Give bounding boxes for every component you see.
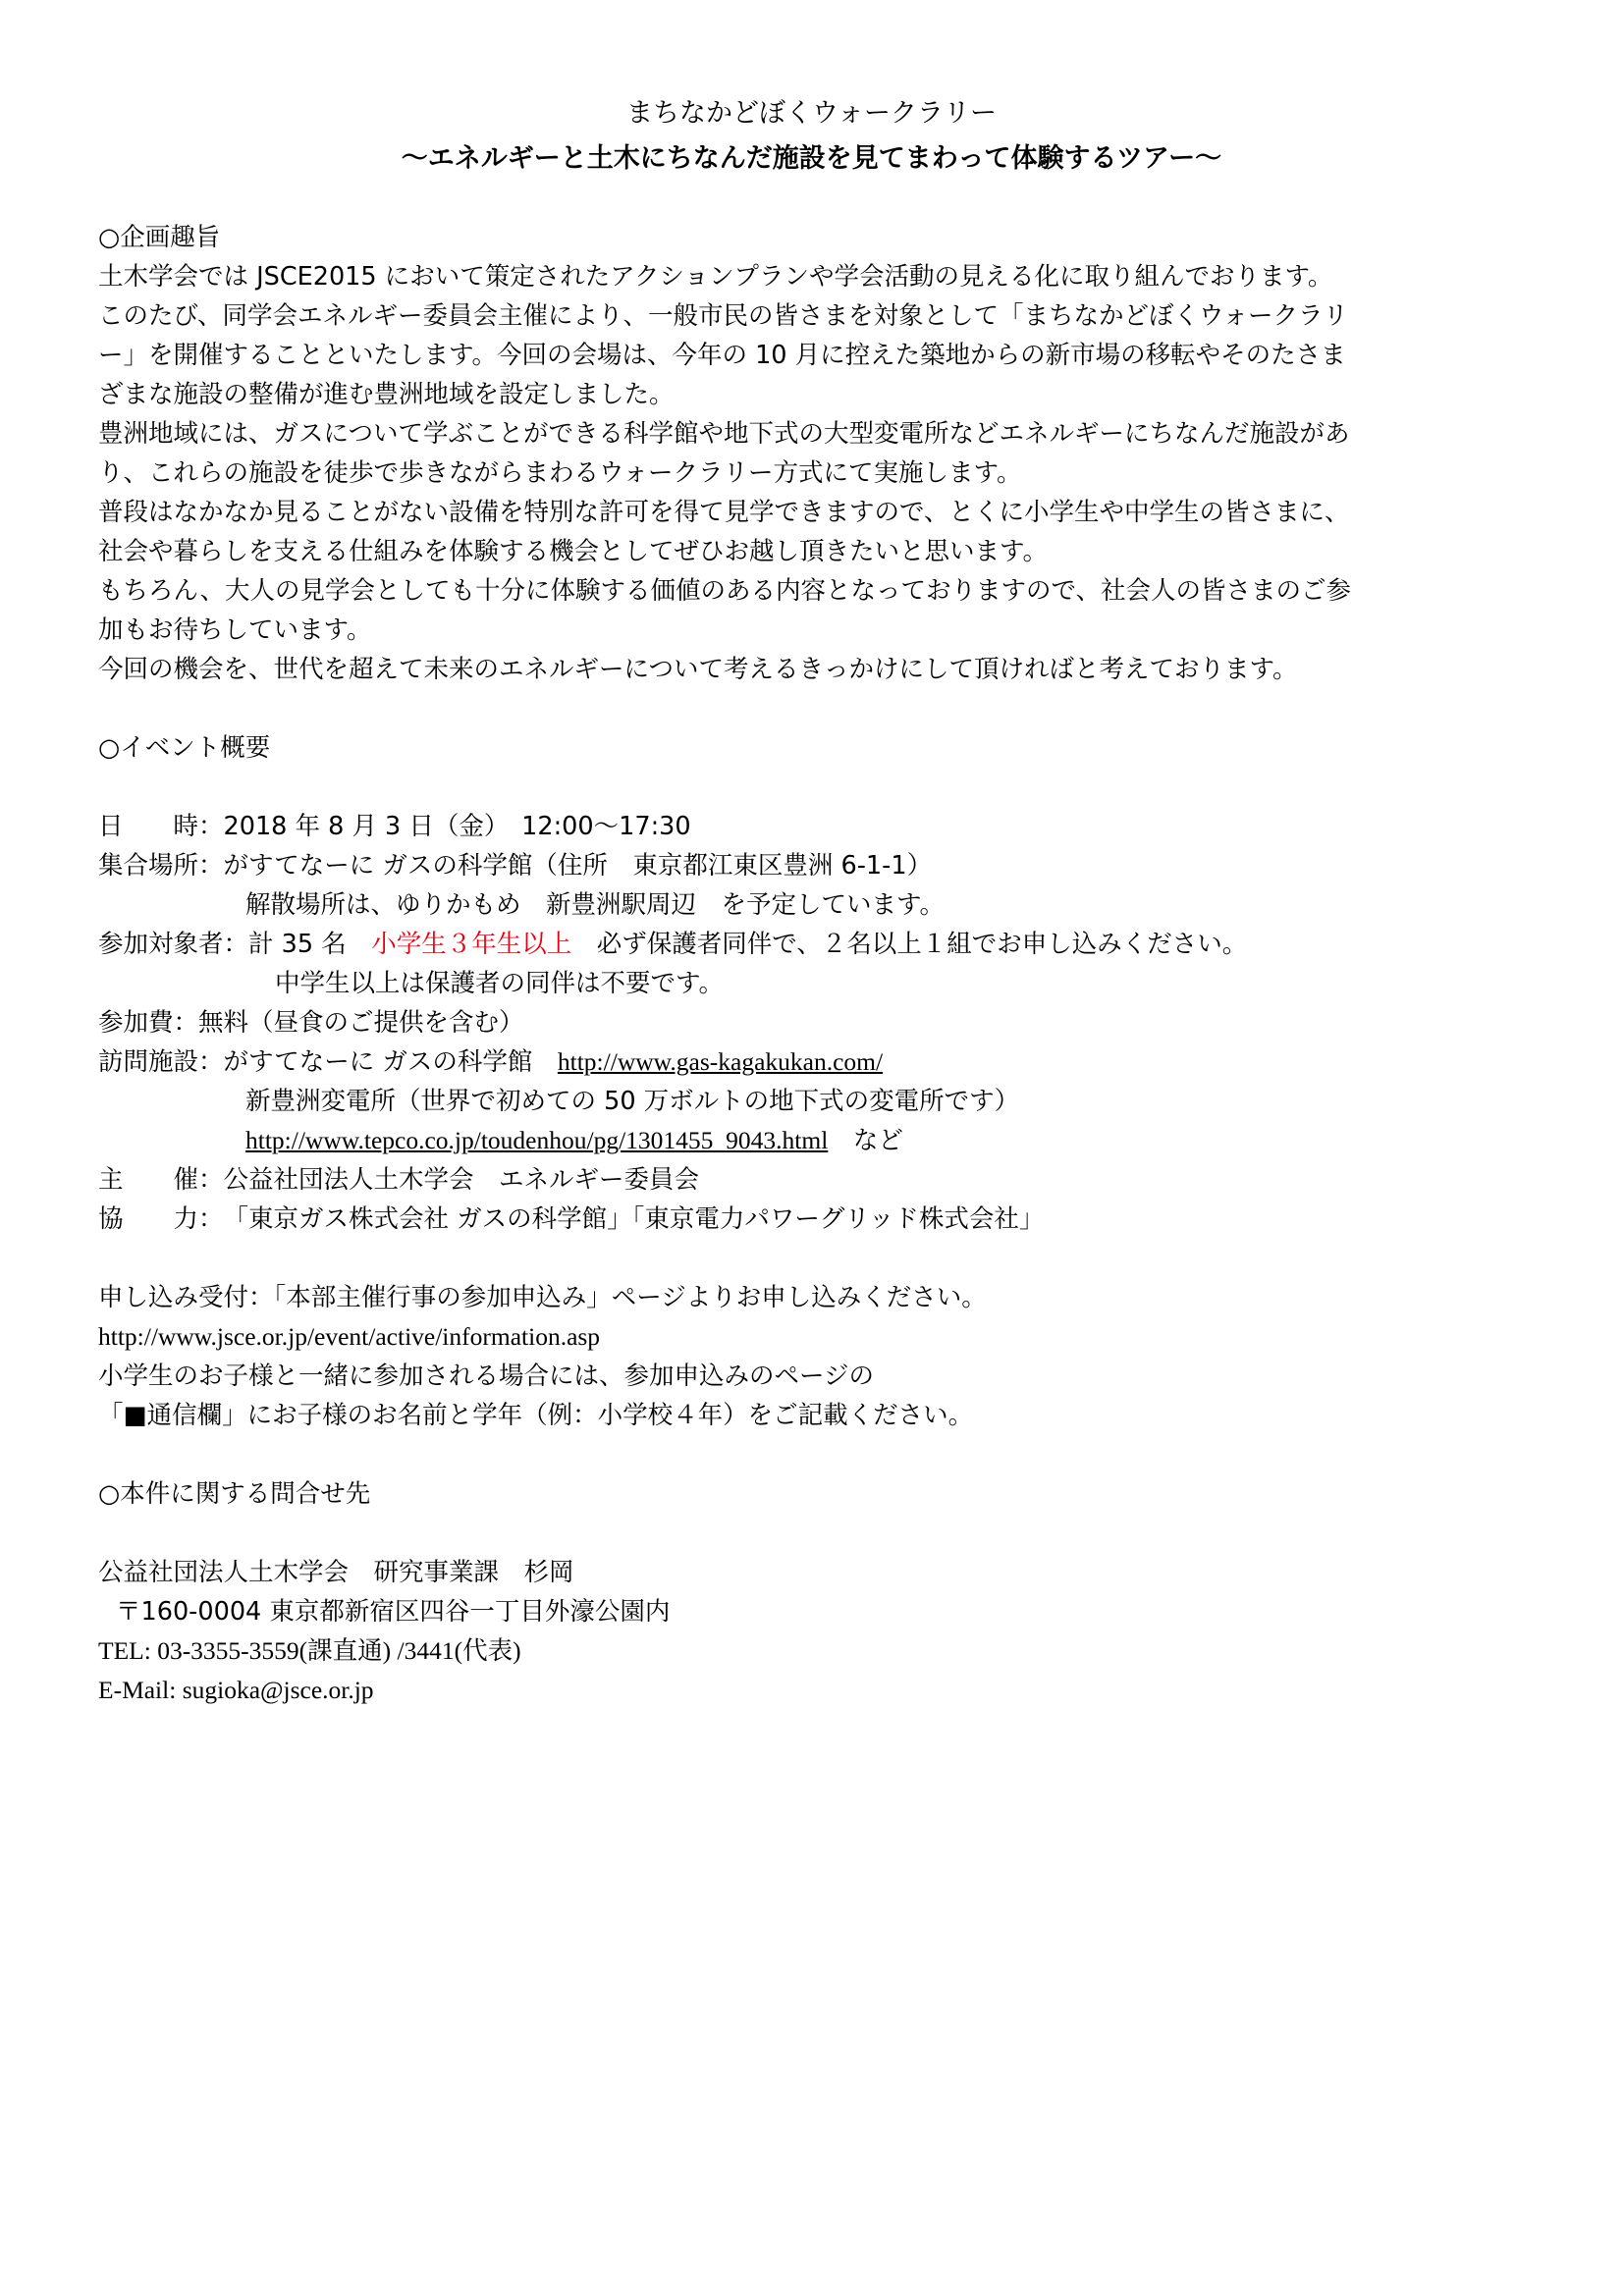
purpose-line: 豊洲地域には、ガスについて学ぶことができる科学館や地下式の大型変電所などエネルギーにちなんだ施設があ (98, 419, 1350, 449)
document-title: まちなかどぼくウォークラリー (626, 98, 997, 129)
coop-label: 協 力： (98, 1204, 224, 1234)
host-value: 公益社団法人土木学会 エネルギー委員会 (223, 1165, 700, 1195)
contact-org: 公益社団法人土木学会 研究事業課 杉岡 (98, 1558, 574, 1587)
visit-label: 訪問施設： (98, 1047, 224, 1077)
document-subtitle: ～エネルギーと土木にちなんだ施設を見てまわって体験するツアー～ (401, 143, 1222, 174)
datetime-label: 日 時： (98, 812, 224, 841)
event-datetime (98, 807, 691, 846)
apply-line: 申し込み受付：「本部主催行事の参加申込み」ページよりお申し込みください。 (98, 1283, 987, 1312)
apply-url[interactable]: http://www.jsce.or.jp/event/active/information.asp (98, 1322, 601, 1351)
target-count: 計 35 名 (248, 930, 372, 959)
meeting-value: がすてなーに ガスの科学館（住所 東京都江東区豊洲 6-1-1） (223, 851, 933, 881)
contact-heading: ○本件に関する問合せ先 (98, 1479, 371, 1509)
event-meeting (98, 846, 932, 885)
host-label: 主 催： (98, 1165, 224, 1195)
purpose-line: ー」を開催することといたします。今回の会場は、今年の 10 月に控えた築地からの新市場の移転やそのたさま (98, 341, 1346, 370)
fee-label: 参加費： (98, 1008, 199, 1038)
purpose-line: もちろん、大人の見学会としても十分に体験する価値のある内容となっておりますので、社会人の皆さまのご参 (98, 576, 1352, 606)
coop-value: 「東京ガス株式会社 ガスの科学館」「東京電力パワーグリッド株式会社」 (223, 1204, 1045, 1234)
contact-tel: TEL: 03-3355-3559(課直通) /3441(代表) (98, 1636, 521, 1665)
target-note: 中学生以上は保護者の同伴は不要です。 (275, 969, 724, 998)
event-fee (98, 1003, 524, 1042)
dismiss-value: 解散場所は、ゆりかもめ 新豊洲駅周辺 を予定しています。 (245, 890, 945, 920)
datetime-value: 2018 年 8 月 3 日（金） 12:00～17:30 (223, 812, 691, 841)
purpose-line: り、これらの施設を徒歩で歩きながらまわるウォークラリー方式にて実施します。 (98, 458, 1022, 488)
gas-kagakukan-link[interactable]: http://www.gas-kagakukan.com/ (557, 1047, 884, 1076)
purpose-heading: ○企画趣旨 (98, 223, 221, 252)
purpose-line: 土木学会では JSCE2015 において策定されたアクションプランや学会活動の見える化に取り組んでおります。 (98, 262, 1333, 292)
event-host (98, 1160, 699, 1200)
event-heading: ○イベント概要 (98, 733, 271, 763)
visit-facility-1: がすてなーに ガスの科学館 (223, 1047, 558, 1077)
contact-address: 〒160-0004 東京都新宿区四谷一丁目外濠公園内 (116, 1597, 671, 1627)
contact-email[interactable]: E-Mail: sugioka@jsce.or.jp (98, 1676, 374, 1704)
meeting-label: 集合場所： (98, 851, 224, 881)
visit-suffix: など (828, 1126, 903, 1155)
target-rest: 必ず保護者同伴で、２名以上１組でお申し込みください。 (571, 930, 1248, 959)
purpose-line: 今回の機会を、世代を超えて未来のエネルギーについて考えるきっかけにして頂ければと考えております。 (98, 655, 1298, 684)
purpose-line: 社会や暮らしを支える仕組みを体験する機会としてぜひお越し頂きたいと思います。 (98, 537, 1048, 566)
event-cooperation (98, 1200, 1044, 1239)
target-label: 参加対象者： (98, 930, 249, 959)
visit-facility-2: 新豊洲変電所（世界で初めての 50 万ボルトの地下式の変電所です） (245, 1087, 1020, 1116)
event-target (98, 925, 1247, 964)
purpose-line: ざまな施設の整備が進む豊洲地域を設定しました。 (98, 380, 675, 409)
purpose-line: 普段はなかなか見ることがない設備を特別な許可を得て見学できますので、とくに小学生や中学生の皆さまに、 (98, 498, 1350, 527)
target-highlight: 小学生３年生以上 (371, 930, 572, 959)
apply-line: 小学生のお子様と一緒に参加される場合には、参加申込みのページの (98, 1362, 874, 1391)
tepco-link[interactable]: http://www.tepco.co.jp/toudenhou/pg/1301455_9043.html (245, 1126, 829, 1154)
visit-facility-2-link-line (245, 1121, 903, 1160)
apply-line: 「■通信欄」にお子様のお名前と学年（例：小学校４年）をご記載ください。 (98, 1401, 974, 1430)
purpose-line: 加もお待ちしています。 (98, 615, 372, 645)
fee-value: 無料（昼食のご提供を含む） (198, 1008, 524, 1038)
purpose-line: このたび、同学会エネルギー委員会主催により、一般市民の皆さまを対象として「まちなかどぼくウォークラリ (98, 301, 1348, 331)
event-visit (98, 1042, 883, 1082)
